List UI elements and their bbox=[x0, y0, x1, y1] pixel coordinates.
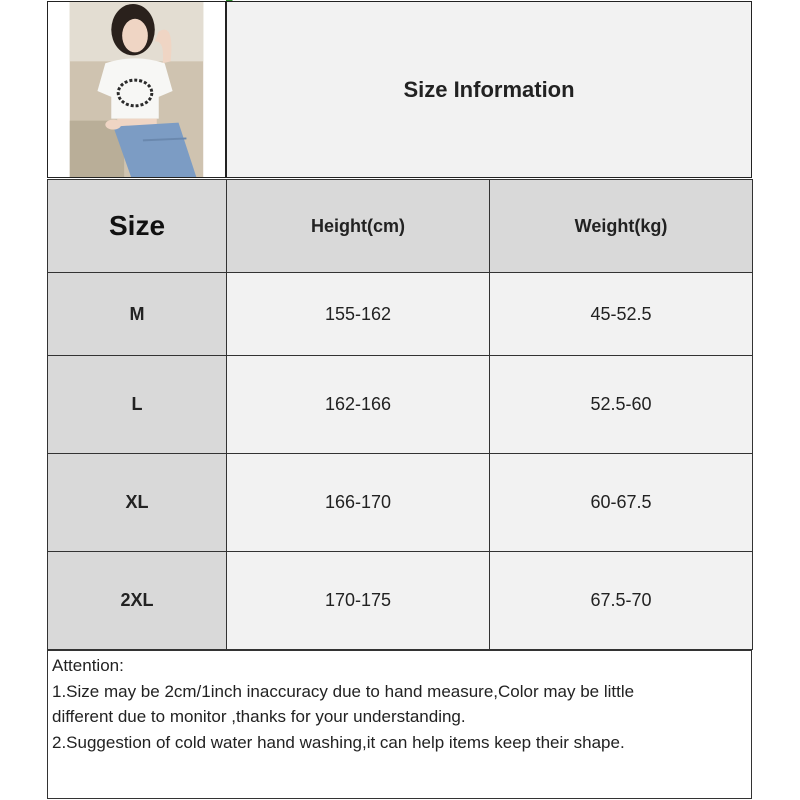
size-label: L bbox=[48, 356, 227, 454]
size-information-header bbox=[226, 1, 752, 178]
weight-value: 52.5-60 bbox=[490, 356, 753, 454]
height-value: 166-170 bbox=[227, 454, 490, 552]
note-line: different due to monitor ,thanks for your understanding. bbox=[52, 707, 466, 726]
weight-value: 60-67.5 bbox=[490, 454, 753, 552]
page-title: Size Information bbox=[403, 76, 575, 102]
note-line: 1.Size may be 2cm/1inch inaccuracy due to hand measure,Color may be little bbox=[52, 681, 635, 701]
table-row bbox=[48, 552, 753, 650]
note-line: 2.Suggestion of cold water hand washing,it can help items keep their shape. bbox=[52, 732, 625, 752]
table-header-row bbox=[48, 180, 753, 273]
weight-value: 45-52.5 bbox=[490, 273, 753, 356]
product-photo bbox=[47, 1, 226, 178]
height-value: 155-162 bbox=[227, 273, 490, 356]
size-label: M bbox=[48, 273, 227, 356]
column-header-weight: Weight(kg) bbox=[490, 180, 753, 273]
table-row bbox=[48, 273, 753, 356]
size-label: 2XL bbox=[48, 552, 227, 650]
table-row bbox=[48, 454, 753, 552]
column-header-height: Height(cm) bbox=[227, 180, 490, 273]
weight-value: 67.5-70 bbox=[490, 552, 753, 650]
size-chart-table bbox=[47, 179, 753, 650]
column-header-size: Size bbox=[48, 180, 227, 273]
notes-heading: Attention: bbox=[52, 656, 124, 675]
table-row bbox=[48, 356, 753, 454]
attention-notes bbox=[47, 650, 752, 799]
model-photo-illustration bbox=[48, 2, 225, 177]
height-value: 170-175 bbox=[227, 552, 490, 650]
size-label: XL bbox=[48, 454, 227, 552]
height-value: 162-166 bbox=[227, 356, 490, 454]
